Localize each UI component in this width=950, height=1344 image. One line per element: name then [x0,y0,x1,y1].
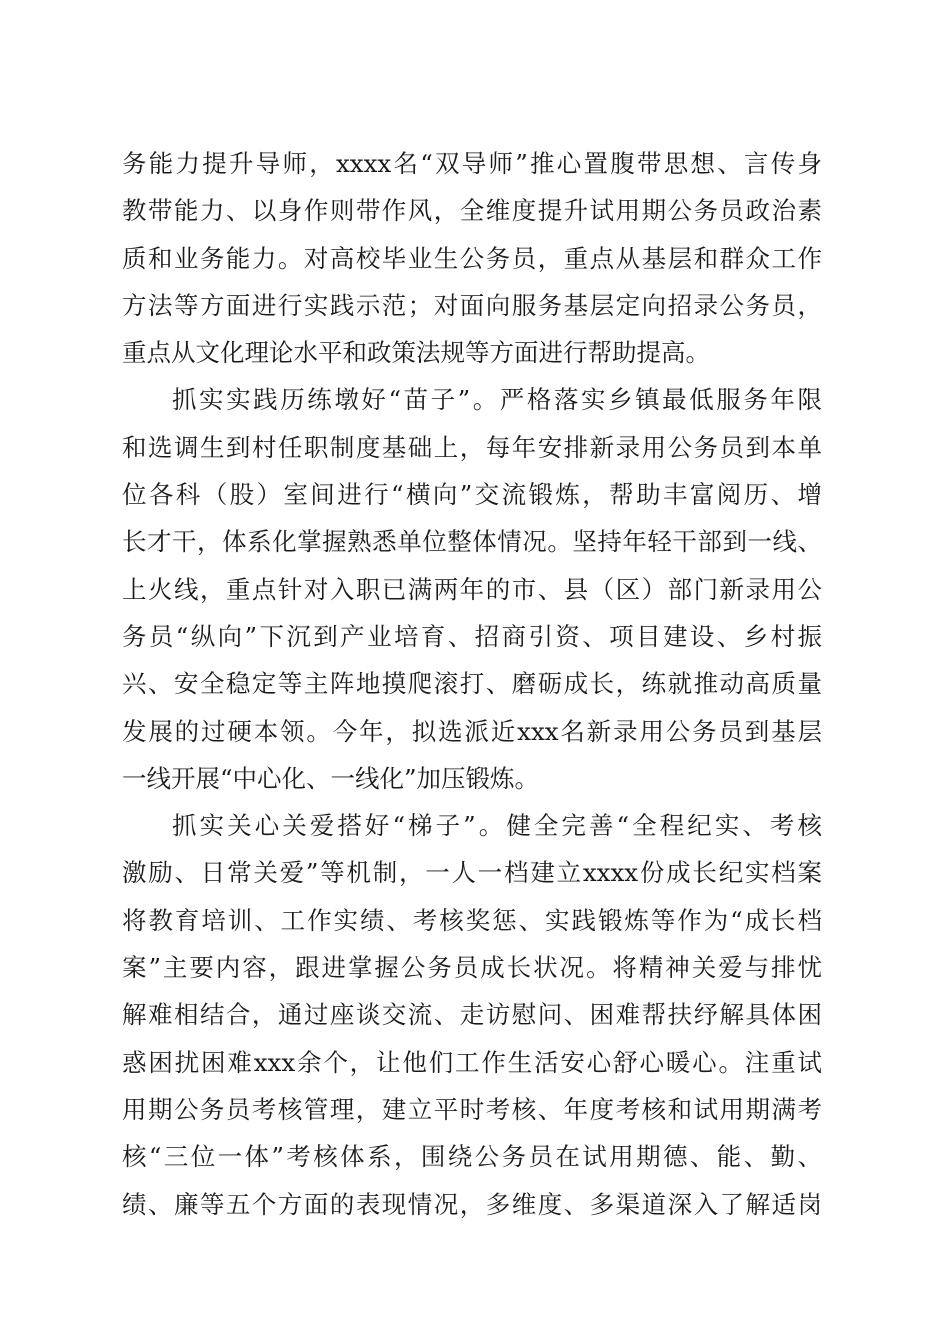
text-line: 一线开展“中心化、一线化”加压锻炼。 [122,763,540,793]
text-line: 务能力提升导师，xxxx名“双导师”推心置腹带思想、言传身 [122,149,822,178]
text-line: 案”主要内容，跟进掌握公务员成长状况。将精神关爱与排忧 [122,953,822,983]
text-line: 兴、安全稳定等主阵地摸爬滚打、磨砺成长，练就推动高质量 [122,669,822,699]
text-line: 用期公务员考核管理，建立平时考核、年度考核和试用期满考 [122,1094,822,1124]
paragraph-first-line: 抓实实践历练墩好“苗子”。严格落实乡镇最低服务年限 [172,385,822,415]
text-line: 绩、廉等五个方面的表现情况，多维度、多渠道深入了解适岗 [122,1189,822,1219]
text-line: 激励、日常关爱”等机制，一人一档建立xxxx份成长纪实档案 [122,858,822,888]
text-line: 方法等方面进行实践示范；对面向服务基层定向招录公务员， [122,290,822,320]
text-line: 将教育培训、工作实绩、考核奖惩、实践锻炼等作为“成长档 [122,905,822,935]
text-line: 长才干，体系化掌握熟悉单位整体情况。坚持年轻干部到一线、 [122,527,822,557]
text-line: 重点从文化理论水平和政策法规等方面进行帮助提高。 [122,338,710,368]
text-line: 发展的过硬本领。今年，拟选派近xxx名新录用公务员到基层 [122,716,822,746]
text-line: 教带能力、以身作则带作风，全维度提升试用期公务员政治素 [122,196,822,226]
paragraph-first-line: 抓实关心关爱搭好“梯子”。健全完善“全程纪实、考核 [172,811,822,841]
body-text [122,140,822,1228]
text-line: 核“三位一体”考核体系，围绕公务员在试用期德、能、勤、 [122,1142,822,1172]
text-line: 解难相结合，通过座谈交流、走访慰问、困难帮扶纾解具体困 [122,1000,822,1030]
text-line: 质和业务能力。对高校毕业生公务员，重点从基层和群众工作 [122,243,822,273]
text-line: 惑困扰困难xxx余个，让他们工作生活安心舒心暖心。注重试 [122,1047,822,1077]
text-line: 上火线，重点针对入职已满两年的市、县（区）部门新录用公 [122,574,822,604]
text-line: 和选调生到村任职制度基础上，每年安排新录用公务员到本单 [122,432,822,462]
text-line: 位各科（股）室间进行“横向”交流锻炼，帮助丰富阅历、增 [122,480,822,510]
text-line: 务员“纵向”下沉到产业培育、招商引资、项目建设、乡村振 [122,621,822,651]
